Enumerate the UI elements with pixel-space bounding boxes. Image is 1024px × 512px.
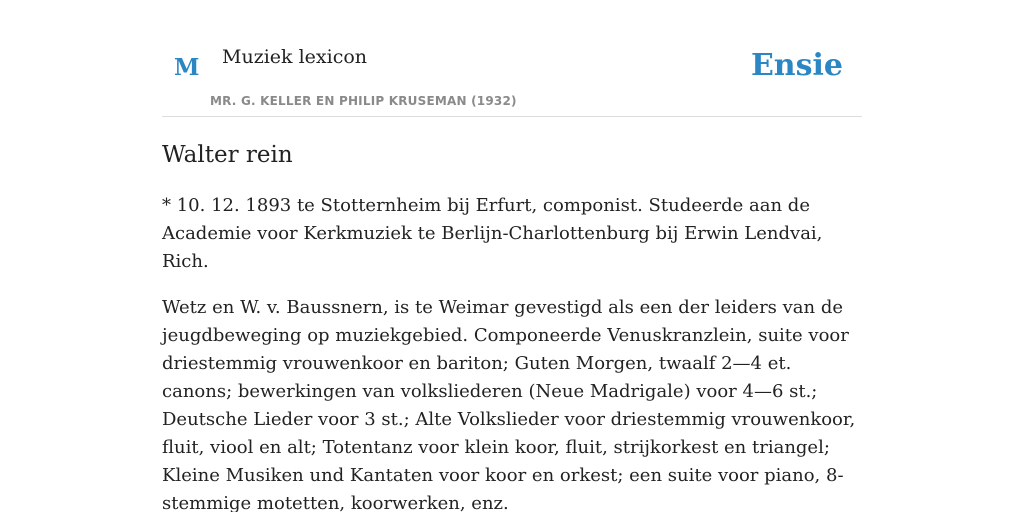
ensie-logo-link[interactable]: Ensie bbox=[750, 48, 843, 83]
entry-title: Walter rein bbox=[162, 142, 293, 168]
entry-paragraph: Wetz en W. v. Baussnern, is te Weimar gevestigd als een der leiders van de jeugdbeweging op muziekgebied. Componeerde Venuskranzlein, suite voor driestemmig vrouwenkoor en bariton; Guten Morgen, twaalf 2—4 et. canons; bewerkingen van volksliederen (Neue Madrigale) voor 4—6 st.; Deutsche Lieder voor 3 st.; Alte Volkslieder voor driestemmig vrouwenkoor, fluit, viool en alt; Totentanz voor klein koor, fluit, strijkorkest en triangel; Kleine Musiken und Kantaten voor koor en orkest; een suite voor piano, 8-stemmige motetten, koorwerken, enz. bbox=[162, 297, 856, 512]
lexicon-title-link[interactable]: Muziek lexicon bbox=[222, 46, 368, 68]
article bbox=[162, 138, 862, 512]
lexicon-authors: MR. G. KELLER EN PHILIP KRUSEMAN (1932) bbox=[210, 94, 517, 108]
entry-paragraph: * 10. 12. 1893 te Stotternheim bij Erfurt, componist. Studeerde aan de Academie voor Kerkmuziek te Berlijn-Charlottenburg bij Erwin Lendvai, Rich. bbox=[162, 195, 823, 272]
lexicon-logo-icon[interactable]: M bbox=[174, 54, 200, 81]
site-header bbox=[162, 0, 862, 117]
